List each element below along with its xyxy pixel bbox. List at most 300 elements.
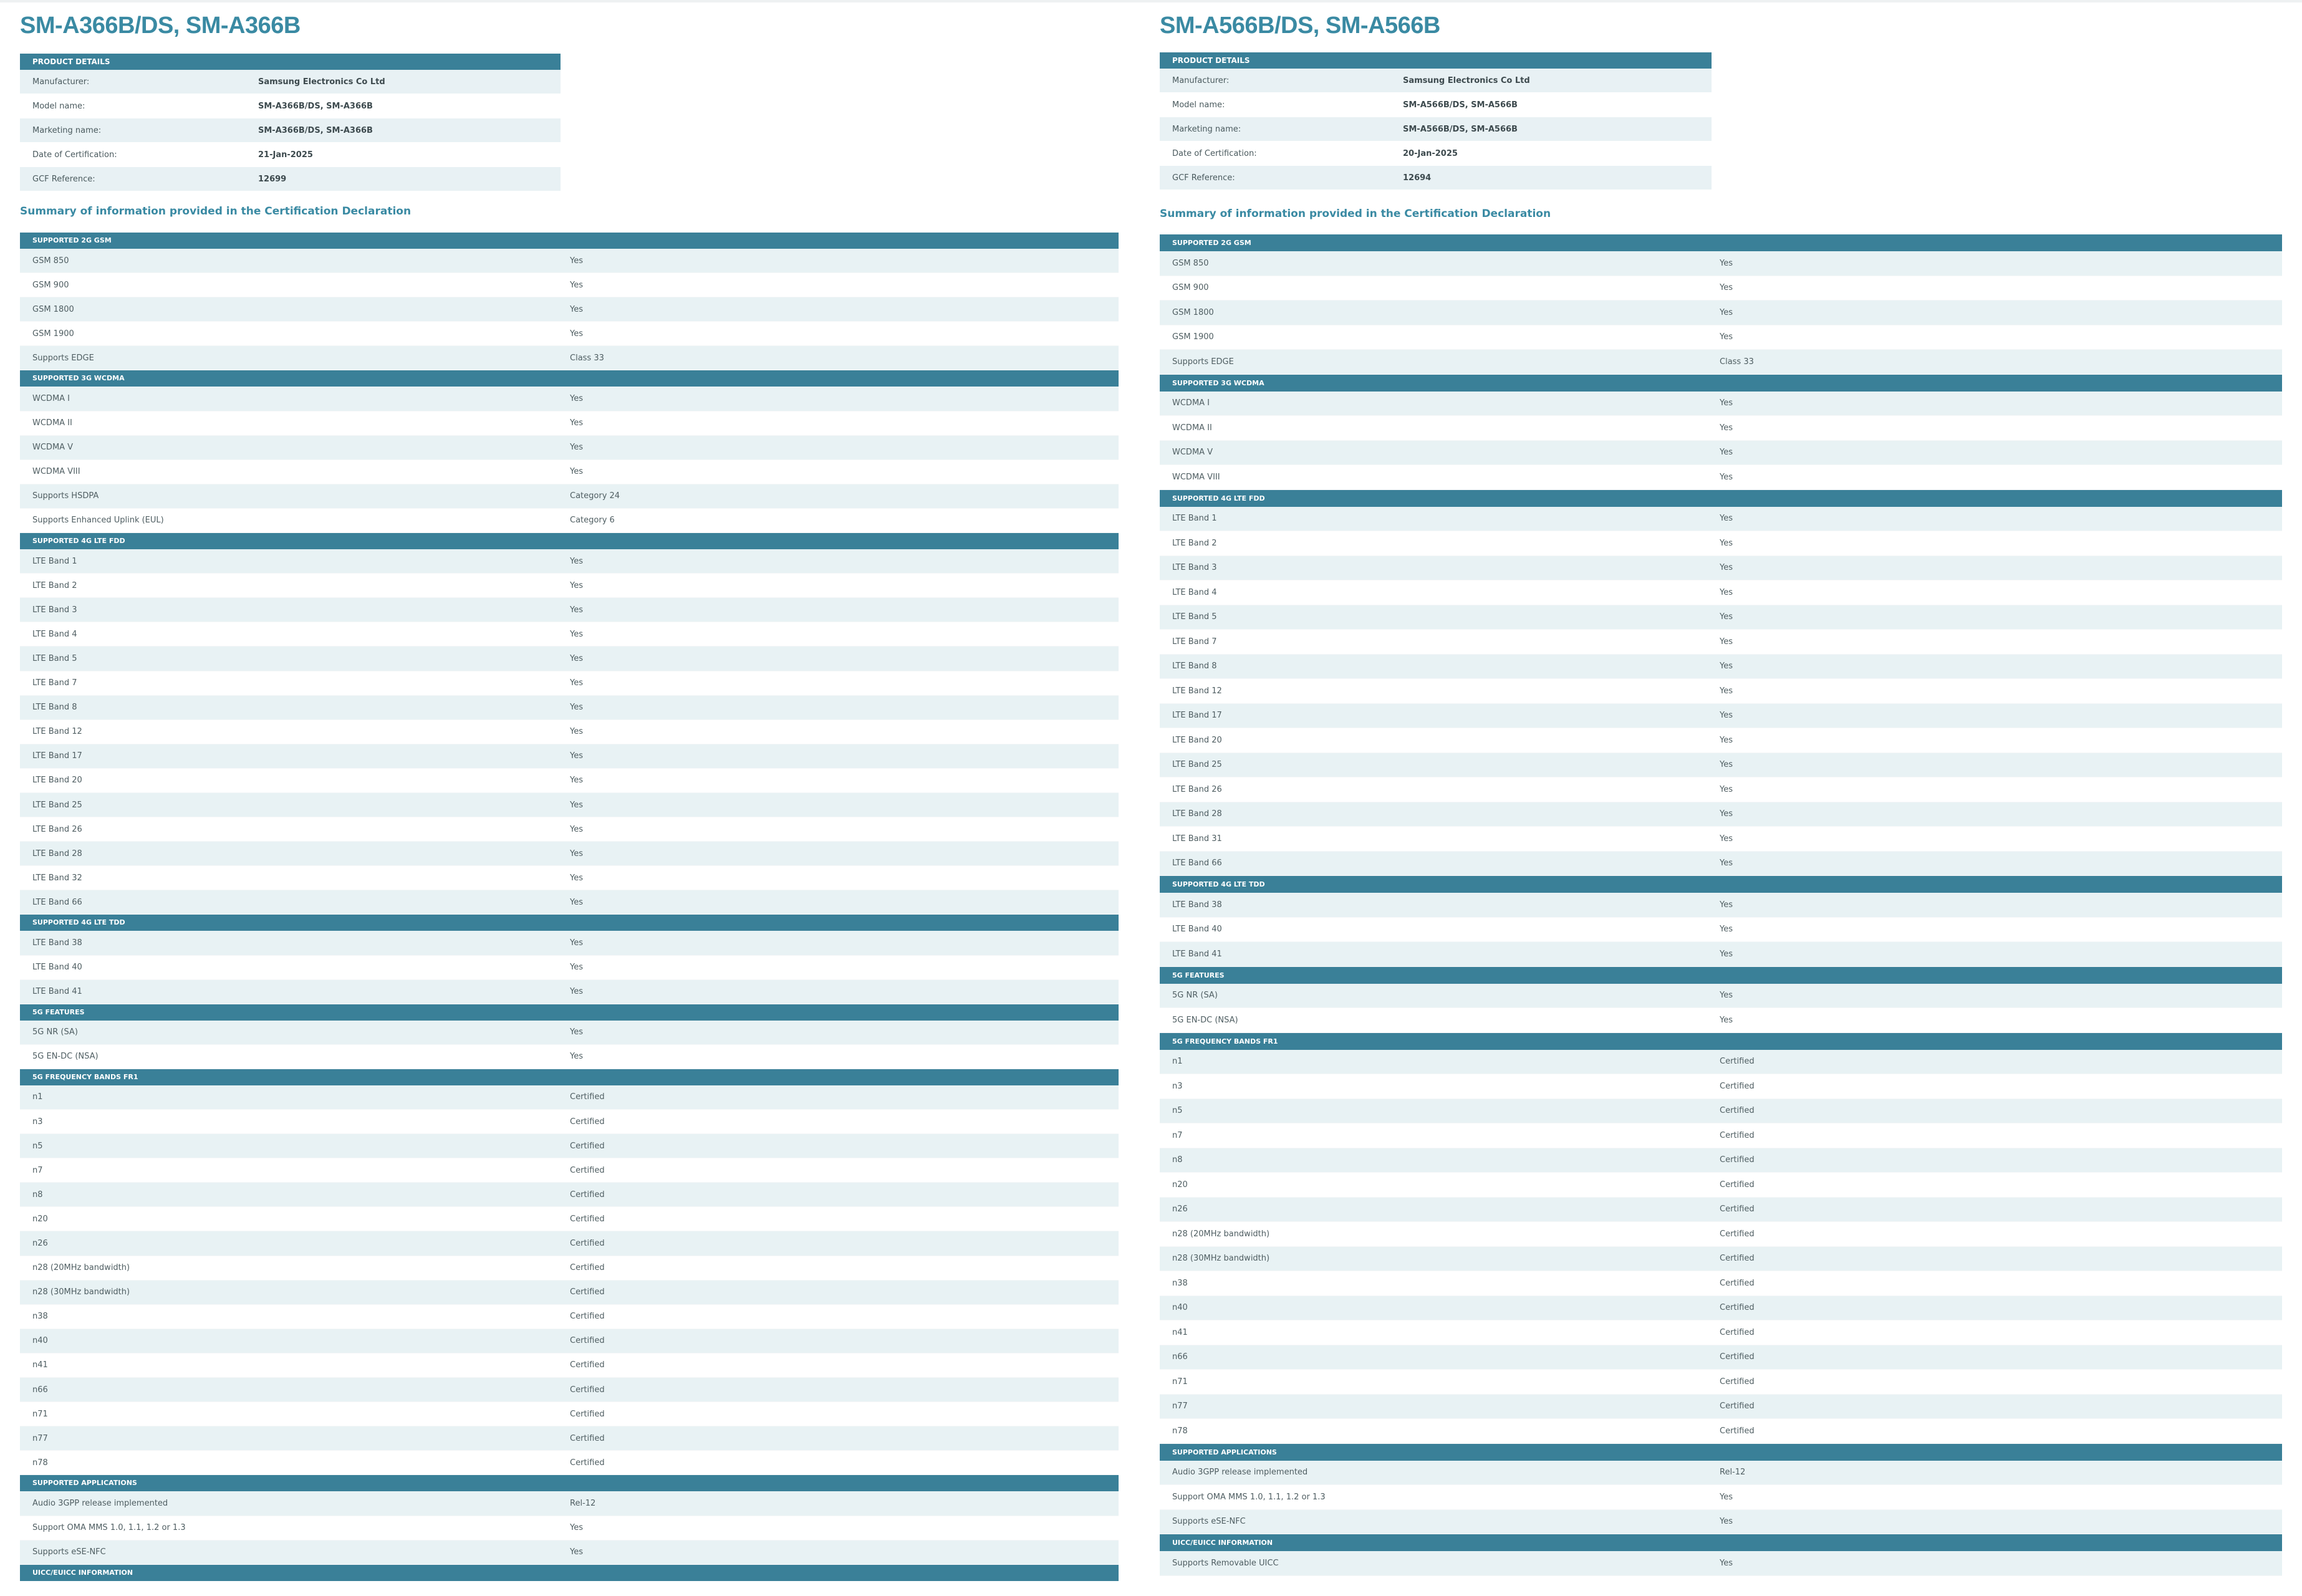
row-value: Certified [570, 1360, 605, 1370]
table-row [20, 1329, 1119, 1353]
section-5g-frequency-bands-fr1 [1160, 1033, 2282, 1444]
row-label: LTE Band 40 [1172, 925, 1222, 935]
row-label: GSM 1800 [32, 304, 74, 314]
section-header: SUPPORTED 4G LTE FDD [20, 533, 1119, 549]
detail-value: 20-Jan-2025 [1403, 148, 1458, 158]
row-value: Yes [1720, 637, 1733, 647]
table-row [20, 1183, 1119, 1207]
detail-row-manufacturer [20, 70, 561, 94]
row-value: Certified [1720, 1303, 1755, 1313]
row-label: LTE Band 26 [1172, 784, 1222, 794]
table-row [1160, 605, 2282, 630]
table-row [1160, 1296, 2282, 1321]
table-row [1160, 1173, 2282, 1198]
table-row [20, 671, 1119, 696]
detail-label: Marketing name: [32, 125, 102, 135]
row-value: Yes [1720, 686, 1733, 696]
table-row [20, 1085, 1119, 1110]
row-label: LTE Band 5 [1172, 612, 1217, 622]
row-label: n28 (20MHz bandwidth) [32, 1263, 130, 1273]
table-row [1160, 276, 2282, 301]
row-label: n7 [32, 1165, 43, 1175]
table-row [20, 1541, 1119, 1565]
row-label: LTE Band 4 [1172, 587, 1217, 597]
row-label: LTE Band 28 [32, 848, 82, 858]
table-row [20, 1378, 1119, 1402]
row-label: n41 [1172, 1327, 1188, 1337]
row-label: n7 [1172, 1130, 1183, 1140]
row-label: Supports EDGE [1172, 357, 1234, 367]
section-supported-2g-gsm [1160, 234, 2282, 375]
row-label: 5G EN-DC (NSA) [32, 1052, 99, 1062]
row-value: Certified [1720, 1426, 1755, 1436]
section-header: SUPPORTED APPLICATIONS [1160, 1444, 2282, 1461]
row-label: LTE Band 2 [32, 580, 77, 590]
detail-row-date-of-certification [1160, 142, 1712, 166]
row-label: WCDMA V [1172, 448, 1213, 458]
table-row [1160, 1510, 2282, 1535]
row-value: Certified [1720, 1081, 1755, 1091]
section-5g-frequency-bands-fr1 [20, 1069, 1119, 1476]
table-row [1160, 556, 2282, 581]
row-value: Certified [1720, 1106, 1755, 1116]
section-supported-3g-wcdma [1160, 375, 2282, 490]
table-row [1160, 984, 2282, 1009]
row-label: LTE Band 41 [1172, 949, 1222, 959]
row-value: Yes [570, 938, 583, 948]
row-value: Yes [570, 678, 583, 688]
row-label: n28 (20MHz bandwidth) [1172, 1229, 1270, 1239]
row-value: Yes [1720, 258, 1733, 268]
table-row [1160, 507, 2282, 532]
row-value: Yes [1720, 925, 1733, 935]
product-details-body [20, 70, 561, 191]
table-row [20, 1305, 1119, 1329]
row-value: Yes [1720, 514, 1733, 524]
row-value: Yes [570, 1027, 583, 1037]
row-label: LTE Band 25 [32, 800, 82, 810]
table-row [20, 1207, 1119, 1231]
row-value: Certified [1720, 1155, 1755, 1165]
section-supported-applications [20, 1475, 1119, 1564]
product-details-table [1160, 52, 1712, 190]
section-header: SUPPORTED 3G WCDMA [20, 370, 1119, 387]
table-row [20, 484, 1119, 509]
row-value: Yes [570, 256, 583, 266]
row-value: Yes [570, 467, 583, 477]
table-row [1160, 580, 2282, 605]
row-label: WCDMA II [1172, 423, 1212, 433]
row-value: Yes [570, 727, 583, 737]
table-row [20, 1134, 1119, 1158]
table-row [1160, 802, 2282, 827]
table-row [1160, 1050, 2282, 1075]
row-label: n77 [1172, 1401, 1188, 1411]
detail-label: Manufacturer: [1172, 75, 1230, 85]
table-row [1160, 416, 2282, 441]
table-row [1160, 1345, 2282, 1370]
table-row [1160, 893, 2282, 918]
row-value: Yes [570, 394, 583, 404]
detail-label: Manufacturer: [32, 77, 90, 87]
section-header: SUPPORTED 4G LTE TDD [20, 915, 1119, 931]
table-row [20, 744, 1119, 769]
section-supported-4g-lte-tdd [1160, 876, 2282, 967]
section-5g-features [20, 1004, 1119, 1069]
table-row [20, 273, 1119, 297]
table-row [1160, 1099, 2282, 1124]
table-row [1160, 1320, 2282, 1345]
section-uicc-euicc-information [1160, 1534, 2282, 1576]
table-row [20, 460, 1119, 484]
table-row [1160, 1271, 2282, 1296]
row-label: GSM 1800 [1172, 307, 1214, 317]
row-label: n77 [32, 1433, 48, 1443]
row-value: Certified [1720, 1229, 1755, 1239]
row-value: Yes [570, 605, 583, 615]
row-value: Yes [1720, 809, 1733, 819]
row-label: n8 [32, 1190, 43, 1199]
table-row [1160, 704, 2282, 729]
row-label: WCDMA II [32, 418, 72, 428]
table-row [20, 1231, 1119, 1256]
row-value: Yes [570, 848, 583, 858]
row-value: Yes [1720, 538, 1733, 548]
table-row [20, 249, 1119, 273]
row-value: Certified [1720, 1352, 1755, 1362]
row-value: Certified [1720, 1377, 1755, 1387]
detail-row-model-name [20, 94, 561, 118]
row-value: Yes [1720, 711, 1733, 721]
table-row [1160, 1461, 2282, 1486]
row-label: LTE Band 38 [32, 938, 82, 948]
row-value: Yes [570, 776, 583, 786]
section-supported-applications [1160, 1444, 2282, 1535]
table-row [1160, 325, 2282, 350]
row-label: Support OMA MMS 1.0, 1.1, 1.2 or 1.3 [1172, 1492, 1326, 1502]
table-row [1160, 942, 2282, 967]
row-value: Yes [570, 987, 583, 997]
table-row [1160, 300, 2282, 325]
section-header: UICC/EUICC INFORMATION [1160, 1534, 2282, 1551]
detail-value: Samsung Electronics Co Ltd [1403, 75, 1530, 85]
detail-value: SM-A366B/DS, SM-A366B [258, 125, 373, 135]
row-value: Class 33 [570, 353, 604, 363]
row-label: LTE Band 3 [1172, 563, 1217, 573]
page-title: SM-A366B/DS, SM-A366B [20, 12, 301, 39]
row-value: Yes [1720, 1558, 1733, 1568]
row-value: Yes [570, 280, 583, 290]
row-value: Yes [1720, 784, 1733, 794]
table-row [20, 1110, 1119, 1134]
row-label: n26 [1172, 1204, 1188, 1214]
table-row [20, 1158, 1119, 1183]
table-row [20, 1402, 1119, 1426]
row-label: n41 [32, 1360, 48, 1370]
row-label: LTE Band 38 [1172, 900, 1222, 910]
table-row [20, 696, 1119, 720]
row-label: n28 (30MHz bandwidth) [1172, 1254, 1270, 1264]
row-label: LTE Band 66 [1172, 858, 1222, 868]
row-label: n8 [1172, 1155, 1183, 1165]
row-value: Yes [570, 751, 583, 761]
detail-value: 12694 [1403, 173, 1432, 183]
table-row [1160, 1198, 2282, 1223]
row-label: n66 [1172, 1352, 1188, 1362]
row-label: Support OMA MMS 1.0, 1.1, 1.2 or 1.3 [32, 1523, 186, 1533]
row-value: Certified [1720, 1278, 1755, 1288]
row-value: Yes [1720, 1015, 1733, 1025]
product-details-table [20, 54, 561, 191]
table-row [1160, 1222, 2282, 1247]
row-value: Certified [570, 1214, 605, 1224]
table-row [1160, 918, 2282, 943]
section-header: 5G FREQUENCY BANDS FR1 [1160, 1033, 2282, 1050]
row-label: n66 [32, 1385, 48, 1395]
table-row [20, 647, 1119, 671]
detail-value: SM-A366B/DS, SM-A366B [258, 101, 373, 111]
row-label: n3 [1172, 1081, 1183, 1091]
section-supported-4g-lte-fdd [20, 533, 1119, 915]
row-value: Yes [1720, 307, 1733, 317]
row-label: Supports Enhanced Uplink (EUL) [32, 516, 164, 526]
detail-label: Date of Certification: [1172, 148, 1257, 158]
detail-value: 12699 [258, 174, 287, 184]
row-value: Yes [570, 963, 583, 973]
row-value: Yes [1720, 760, 1733, 770]
row-value: Yes [1720, 1517, 1733, 1527]
product-details-header: PRODUCT DETAILS [20, 54, 561, 70]
row-value: Yes [1720, 858, 1733, 868]
row-value: Yes [1720, 735, 1733, 745]
table-row [20, 866, 1119, 890]
row-value: Yes [1720, 587, 1733, 597]
row-value: Certified [1720, 1180, 1755, 1190]
table-row [20, 622, 1119, 647]
row-label: 5G EN-DC (NSA) [1172, 1015, 1238, 1025]
section-uicc-euicc-information [20, 1565, 1119, 1581]
table-row [20, 436, 1119, 460]
table-row [20, 346, 1119, 370]
summary-sections [20, 233, 1119, 1581]
summary-sections [1160, 234, 2282, 1576]
row-value: Category 24 [570, 491, 620, 501]
row-label: LTE Band 12 [32, 727, 82, 737]
table-row [20, 1451, 1119, 1475]
row-value: Yes [570, 1523, 583, 1533]
row-value: Certified [570, 1165, 605, 1175]
row-value: Yes [1720, 332, 1733, 342]
row-label: GSM 850 [32, 256, 69, 266]
row-value: Rel-12 [1720, 1468, 1746, 1478]
detail-row-gcf-reference [1160, 166, 1712, 190]
row-value: Yes [1720, 423, 1733, 433]
section-supported-2g-gsm [20, 233, 1119, 370]
section-header: SUPPORTED 3G WCDMA [1160, 375, 2282, 392]
table-row [20, 793, 1119, 817]
table-row [1160, 1395, 2282, 1420]
row-label: n78 [1172, 1426, 1188, 1436]
row-value: Yes [570, 304, 583, 314]
row-label: n71 [1172, 1377, 1188, 1387]
row-label: LTE Band 7 [32, 678, 77, 688]
detail-label: Marketing name: [1172, 124, 1241, 134]
table-row [20, 980, 1119, 1004]
row-label: Supports Removable UICC [1172, 1558, 1279, 1568]
row-value: Yes [1720, 448, 1733, 458]
row-label: n1 [32, 1092, 43, 1102]
table-row [20, 1021, 1119, 1045]
row-value: Yes [570, 1052, 583, 1062]
row-value: Certified [570, 1458, 605, 1468]
row-value: Class 33 [1720, 357, 1754, 367]
row-value: Yes [1720, 949, 1733, 959]
row-value: Yes [570, 897, 583, 907]
row-value: Certified [570, 1385, 605, 1395]
section-header: SUPPORTED 4G LTE FDD [1160, 490, 2282, 507]
row-value: Yes [570, 443, 583, 453]
table-row [1160, 852, 2282, 877]
row-label: 5G NR (SA) [1172, 991, 1218, 1001]
section-header: UICC/EUICC INFORMATION [20, 1565, 1119, 1581]
section-header: SUPPORTED 2G GSM [20, 233, 1119, 249]
table-row [1160, 728, 2282, 753]
detail-label: GCF Reference: [32, 174, 95, 184]
row-value: Certified [1720, 1057, 1755, 1067]
table-row [20, 1256, 1119, 1281]
row-value: Certified [1720, 1254, 1755, 1264]
table-row [1160, 251, 2282, 276]
row-label: LTE Band 12 [1172, 686, 1222, 696]
table-row [1160, 441, 2282, 466]
product-details-header: PRODUCT DETAILS [1160, 52, 1712, 69]
detail-value: Samsung Electronics Co Ltd [258, 77, 385, 87]
section-header: 5G FEATURES [20, 1004, 1119, 1021]
table-row [1160, 350, 2282, 375]
table-row [1160, 1419, 2282, 1444]
row-value: Certified [1720, 1130, 1755, 1140]
row-label: n5 [1172, 1106, 1183, 1116]
row-value: Rel-12 [570, 1498, 596, 1508]
page-title: SM-A566B/DS, SM-A566B [1160, 12, 1440, 39]
table-row [1160, 630, 2282, 655]
row-value: Yes [1720, 900, 1733, 910]
section-supported-3g-wcdma [20, 370, 1119, 533]
row-value: Certified [570, 1287, 605, 1297]
row-label: LTE Band 20 [1172, 735, 1222, 745]
section-header: SUPPORTED APPLICATIONS [20, 1475, 1119, 1491]
row-label: LTE Band 7 [1172, 637, 1217, 647]
table-row [20, 1516, 1119, 1541]
row-value: Certified [1720, 1401, 1755, 1411]
row-label: Audio 3GPP release implemented [32, 1498, 168, 1508]
row-value: Yes [570, 580, 583, 590]
row-label: LTE Band 3 [32, 605, 77, 615]
row-label: LTE Band 1 [32, 556, 77, 566]
product-details-body [1160, 69, 1712, 190]
row-value: Category 6 [570, 516, 615, 526]
table-row [20, 817, 1119, 842]
section-supported-4g-lte-fdd [1160, 490, 2282, 877]
row-value: Yes [1720, 661, 1733, 671]
table-row [20, 956, 1119, 980]
row-value: Yes [570, 329, 583, 339]
row-label: LTE Band 26 [32, 824, 82, 834]
row-label: n40 [1172, 1303, 1188, 1313]
detail-value: SM-A566B/DS, SM-A566B [1403, 124, 1518, 134]
row-label: Supports eSE-NFC [32, 1547, 106, 1557]
table-row [1160, 1074, 2282, 1099]
section-header: 5G FREQUENCY BANDS FR1 [20, 1069, 1119, 1085]
table-row [1160, 1247, 2282, 1272]
table-row [20, 297, 1119, 322]
row-label: n40 [32, 1336, 48, 1346]
row-value: Yes [1720, 1492, 1733, 1502]
table-row [1160, 753, 2282, 778]
table-row [20, 931, 1119, 955]
detail-label: GCF Reference: [1172, 173, 1235, 183]
row-value: Certified [570, 1336, 605, 1346]
table-row [20, 387, 1119, 411]
table-row [1160, 392, 2282, 416]
section-header: 5G FEATURES [1160, 967, 2282, 984]
row-label: n1 [1172, 1057, 1183, 1067]
row-label: LTE Band 1 [1172, 514, 1217, 524]
row-label: LTE Band 4 [32, 629, 77, 639]
row-label: Supports eSE-NFC [1172, 1517, 1246, 1527]
row-value: Yes [570, 556, 583, 566]
row-label: LTE Band 40 [32, 963, 82, 973]
detail-row-manufacturer [1160, 69, 1712, 93]
row-label: WCDMA VIII [32, 467, 80, 477]
row-value: Yes [570, 418, 583, 428]
table-row [1160, 1551, 2282, 1576]
row-value: Yes [1720, 834, 1733, 844]
row-value: Yes [570, 873, 583, 883]
row-label: LTE Band 66 [32, 897, 82, 907]
row-label: LTE Band 5 [32, 653, 77, 663]
row-value: Certified [1720, 1327, 1755, 1337]
row-label: n5 [32, 1141, 43, 1151]
row-label: LTE Band 41 [32, 987, 82, 997]
detail-label: Model name: [1172, 100, 1225, 110]
row-label: WCDMA V [32, 443, 74, 453]
row-value: Yes [570, 703, 583, 713]
row-label: LTE Band 2 [1172, 538, 1217, 548]
row-value: Certified [570, 1117, 605, 1127]
section-5g-features [1160, 967, 2282, 1033]
table-row [20, 720, 1119, 744]
row-label: Supports EDGE [32, 353, 94, 363]
row-value: Certified [570, 1263, 605, 1273]
detail-row-date-of-certification [20, 143, 561, 167]
detail-label: Model name: [32, 101, 85, 111]
row-label: GSM 900 [1172, 283, 1209, 293]
row-label: 5G NR (SA) [32, 1027, 78, 1037]
table-row [20, 1281, 1119, 1305]
table-row [20, 322, 1119, 346]
summary-title: Summary of information provided in the Certification Declaration [1160, 208, 1551, 220]
table-row [1160, 827, 2282, 852]
row-label: n26 [32, 1239, 48, 1249]
row-label: n38 [1172, 1278, 1188, 1288]
row-value: Yes [1720, 398, 1733, 408]
table-row [20, 549, 1119, 574]
table-row [20, 842, 1119, 866]
row-label: n78 [32, 1458, 48, 1468]
row-label: GSM 900 [32, 280, 69, 290]
table-row [20, 890, 1119, 915]
